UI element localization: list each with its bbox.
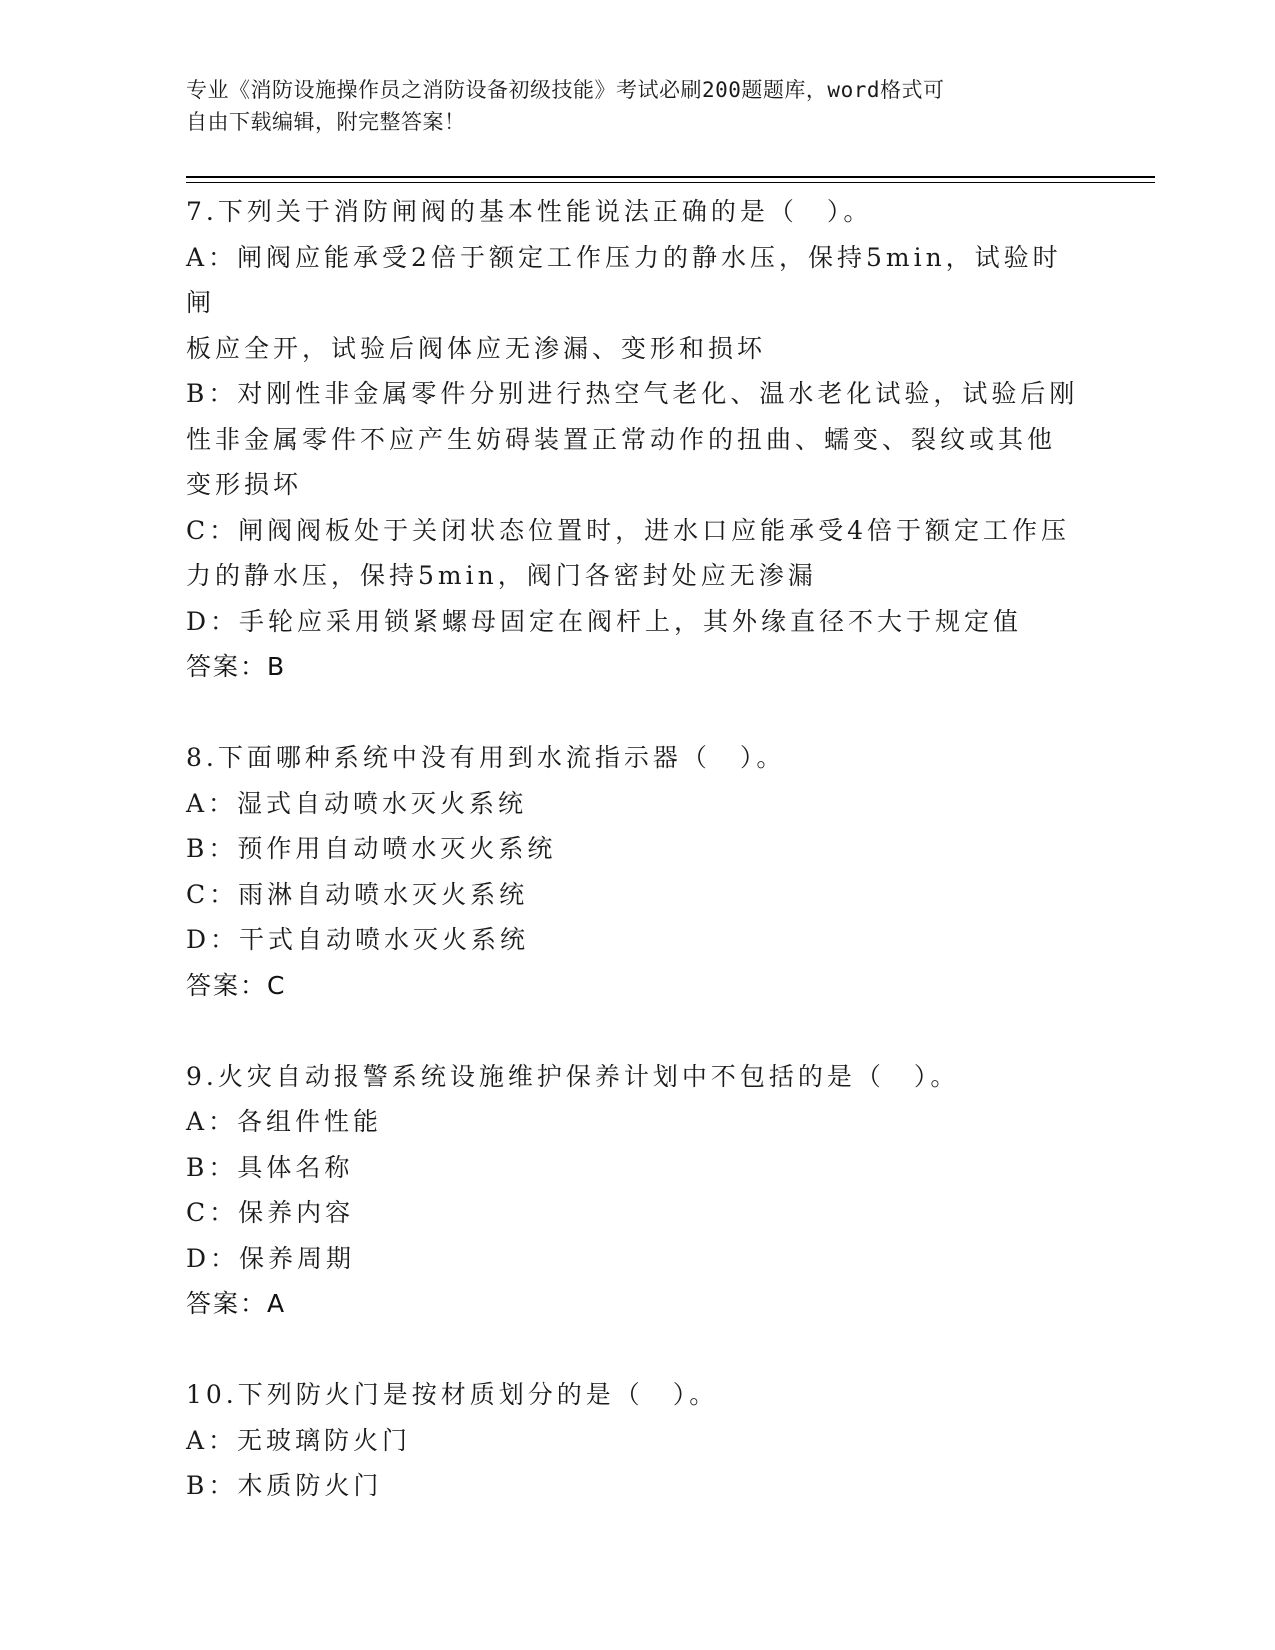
question-10 [186, 1372, 1086, 1509]
option-line: 力的静水压，保持5min，阀门各密封处应无渗漏 [186, 561, 817, 590]
document-header [186, 74, 1086, 138]
option-line: D：保养周期 [186, 1243, 356, 1273]
option-line: B：具体名称 [186, 1152, 354, 1182]
answer-line: 答案：B [186, 652, 287, 681]
option-line: D：手轮应采用锁紧螺母固定在阀杆上，其外缘直径不大于规定值 [186, 606, 1023, 636]
question-stem: 10.下列防火门是按材质划分的是（ ）。 [186, 1380, 719, 1409]
question-stem: 7.下列关于消防闸阀的基本性能说法正确的是（ ）。 [186, 197, 873, 226]
option-line: C：保养内容 [186, 1198, 355, 1227]
option-line: 性非金属零件不应产生妨碍装置正常动作的扭曲、蠕变、裂纹或其他 [186, 424, 1057, 454]
answer-line: 答案：C [186, 970, 287, 1000]
header-divider-thin [186, 182, 1155, 183]
option-line: C：雨淋自动喷水灭火系统 [186, 879, 529, 909]
question-stem: 9.火灾自动报警系统设施维护保养计划中不包括的是（ ）。 [186, 1061, 960, 1091]
option-line: A：各组件性能 [186, 1107, 383, 1136]
question-8 [186, 735, 1086, 1008]
header-divider-thick [186, 176, 1155, 178]
option-line: B：木质防火门 [186, 1471, 383, 1500]
option-line: 板应全开，试验后阀体应无渗漏、变形和损坏 [186, 333, 767, 363]
option-line: 变形损坏 [186, 470, 303, 499]
option-line: D：干式自动喷水灭火系统 [186, 925, 530, 954]
question-stem: 8.下面哪种系统中没有用到水流指示器（ ）。 [186, 743, 786, 772]
option-line: A：闸阀应能承受2倍于额定工作压力的静水压，保持5min，试验时闸 [186, 242, 1062, 317]
option-line: A：湿式自动喷水灭火系统 [186, 788, 528, 818]
question-9 [186, 1054, 1086, 1327]
header-line-1: 专业《消防设施操作员之消防设备初级技能》考试必刷200题题库，word格式可 [186, 78, 945, 102]
option-line: C：闸阀阀板处于关闭状态位置时，进水口应能承受4倍于额定工作压 [186, 515, 1071, 545]
question-list [186, 189, 1086, 1554]
question-7 [186, 189, 1086, 690]
option-line: B：对刚性非金属零件分别进行热空气老化、温水老化试验，试验后刚 [186, 379, 1079, 408]
header-line-2: 自由下载编辑，附完整答案！ [186, 110, 466, 134]
option-line: B：预作用自动喷水灭火系统 [186, 834, 557, 863]
answer-line: 答案：A [186, 1289, 287, 1318]
option-line: A：无玻璃防火门 [186, 1425, 412, 1455]
